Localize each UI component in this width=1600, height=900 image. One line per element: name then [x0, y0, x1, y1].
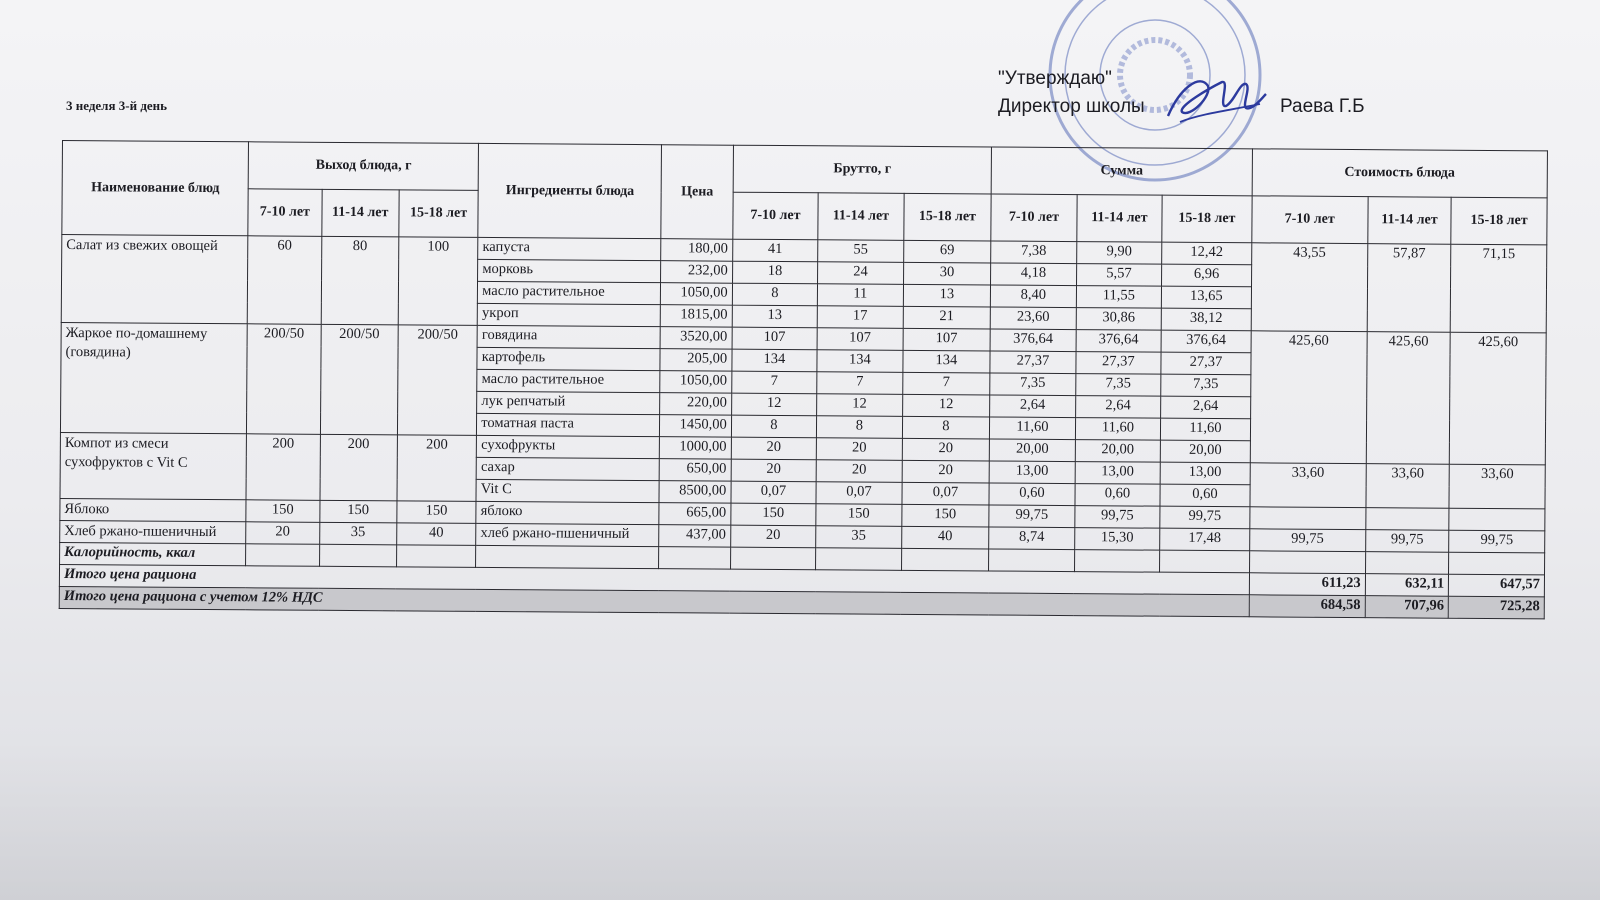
gross-value: 40	[901, 526, 989, 549]
gross-value: 20	[731, 437, 817, 460]
dish-output: 200	[397, 435, 477, 502]
ingredient-price: 1000,00	[660, 437, 731, 459]
sum-value: 20,00	[1160, 440, 1250, 463]
empty-cell	[730, 547, 816, 570]
dish-name: Яблоко	[60, 498, 246, 521]
approve-role: Директор школы	[998, 96, 1145, 117]
gross-value: 8	[817, 416, 903, 439]
gross-value: 134	[903, 350, 991, 373]
total-label: Итого цена рациона	[59, 564, 1249, 594]
gross-value: 13	[732, 305, 818, 328]
ingredient-price: 220,00	[660, 393, 731, 415]
sum-value: 4,18	[991, 263, 1077, 286]
col-ingredients: Ингредиенты блюда	[478, 143, 662, 238]
sum-value: 9,90	[1076, 242, 1162, 265]
gross-value: 20	[902, 438, 990, 461]
sum-value: 23,60	[990, 307, 1076, 330]
ingredient-name: говядина	[477, 325, 660, 348]
ingredient-name: Vit C	[476, 479, 659, 502]
sum-value: 7,35	[1161, 374, 1251, 397]
gross-value: 150	[731, 503, 817, 526]
age-header: 11-14 лет	[1368, 197, 1452, 245]
sum-value: 2,64	[990, 395, 1076, 418]
ingredient-name: яблоко	[476, 501, 659, 524]
gross-value: 41	[732, 239, 818, 262]
gross-value: 7	[817, 372, 903, 395]
dish-output: 40	[397, 523, 477, 546]
dish-name: Хлеб ржано-пшеничный	[60, 520, 246, 543]
gross-value: 20	[731, 459, 817, 482]
sum-value: 11,55	[1076, 286, 1162, 309]
dish-cost: 71,15	[1450, 244, 1546, 333]
dish-output: 100	[398, 237, 478, 326]
dish-cost: 33,60	[1366, 464, 1450, 509]
empty-cell	[1074, 550, 1160, 573]
sum-value: 38,12	[1161, 308, 1251, 331]
gross-value: 69	[903, 240, 991, 263]
empty-cell	[659, 547, 730, 569]
sum-value: 376,64	[1161, 330, 1251, 353]
menu-table	[59, 140, 1548, 619]
ingredient-name: томатная паста	[477, 413, 660, 436]
total-vat-value: 725,28	[1448, 596, 1544, 619]
age-header: 7-10 лет	[733, 192, 819, 240]
sum-value: 8,40	[991, 285, 1077, 308]
ingredient-name: масло растительное	[478, 281, 661, 304]
gross-value: 107	[903, 328, 991, 351]
ingredient-price: 3520,00	[661, 327, 732, 349]
ingredient-price: 665,00	[659, 503, 730, 525]
gross-value: 12	[731, 393, 817, 416]
gross-value: 0,07	[816, 482, 902, 505]
ingredient-price: 8500,00	[659, 481, 730, 503]
age-header: 7-10 лет	[1252, 196, 1368, 244]
gross-value: 12	[817, 394, 903, 417]
gross-value: 107	[732, 327, 818, 350]
empty-cell	[319, 544, 396, 567]
total-value: 611,23	[1249, 573, 1365, 596]
gross-value: 8	[732, 283, 818, 306]
total-value: 632,11	[1365, 574, 1449, 597]
empty-cell	[989, 549, 1075, 572]
ingredient-name: морковь	[478, 259, 661, 282]
gross-value: 30	[903, 262, 991, 285]
dish-output: 200/50	[247, 324, 321, 435]
ingredient-price: 650,00	[660, 459, 731, 481]
dish-cost: 43,55	[1251, 243, 1368, 332]
menu-table-wrapper	[59, 140, 1548, 619]
sum-value: 0,60	[989, 483, 1075, 506]
gross-value: 8	[731, 415, 817, 438]
paper-shadow	[0, 740, 1600, 900]
col-price: Цена	[661, 145, 733, 239]
sum-value: 2,64	[1161, 396, 1251, 419]
sum-value: 17,48	[1160, 528, 1250, 551]
ingredient-price: 1050,00	[661, 283, 732, 305]
sum-value: 8,74	[989, 527, 1075, 550]
director-signature	[1160, 68, 1270, 128]
dish-name: Компот из смеси сухофруктов с Vit C	[60, 432, 247, 499]
calories-label: Калорийность, ккал	[60, 542, 246, 565]
total-value: 647,57	[1449, 574, 1545, 597]
sum-value: 11,60	[990, 417, 1076, 440]
ingredient-name: сахар	[476, 457, 659, 480]
ingredient-price: 1050,00	[660, 371, 731, 393]
sum-value: 15,30	[1074, 528, 1160, 551]
age-header: 11-14 лет	[818, 193, 904, 241]
sum-value: 6,96	[1162, 264, 1252, 287]
sum-value: 27,37	[1076, 352, 1162, 375]
age-header: 15-18 лет	[1162, 195, 1252, 243]
age-header: 15-18 лет	[903, 193, 991, 241]
dish-cost	[1449, 508, 1545, 531]
col-cost: Стоимость блюда	[1252, 149, 1548, 198]
dish-cost: 33,60	[1449, 464, 1545, 509]
dish-output: 200	[320, 434, 398, 501]
dish-cost: 57,87	[1367, 244, 1451, 333]
dish-cost: 425,60	[1366, 332, 1450, 465]
gross-value: 8	[902, 416, 990, 439]
sum-value: 376,64	[990, 329, 1076, 352]
dish-cost: 99,75	[1449, 530, 1545, 553]
ingredient-price: 232,00	[661, 261, 732, 283]
ingredient-name: лук репчатый	[477, 391, 660, 414]
ingredient-price: 437,00	[659, 525, 730, 547]
empty-cell	[246, 544, 319, 567]
empty-cell	[1249, 551, 1365, 574]
sum-value: 11,60	[1161, 418, 1251, 441]
dish-output: 150	[397, 501, 477, 524]
gross-value: 11	[818, 284, 904, 307]
sum-value: 7,35	[1075, 374, 1161, 397]
dish-cost: 33,60	[1250, 463, 1366, 508]
gross-value: 21	[903, 306, 991, 329]
gross-value: 7	[731, 371, 817, 394]
gross-value: 107	[817, 328, 903, 351]
dish-cost: 99,75	[1249, 529, 1365, 552]
dish-cost: 425,60	[1250, 331, 1367, 464]
gross-value: 20	[730, 525, 816, 548]
sum-value: 5,57	[1076, 264, 1162, 287]
dish-cost: 425,60	[1449, 332, 1546, 465]
sum-value: 13,65	[1162, 286, 1252, 309]
dish-cost	[1366, 508, 1450, 531]
menu-table-body	[59, 235, 1547, 619]
gross-value: 20	[902, 460, 990, 483]
dish-output: 80	[321, 236, 399, 325]
dish-output: 60	[247, 236, 321, 325]
empty-cell	[816, 548, 902, 571]
total-vat-value: 684,58	[1249, 595, 1365, 618]
sum-value: 13,00	[989, 461, 1075, 484]
ingredient-name: картофель	[477, 347, 660, 370]
gross-value: 35	[816, 526, 902, 549]
gross-value: 0,07	[731, 481, 817, 504]
week-day-label: 3 неделя 3-й день	[66, 98, 168, 113]
dish-output: 35	[319, 522, 396, 545]
gross-value: 134	[732, 349, 818, 372]
ingredient-price: 1815,00	[661, 305, 732, 327]
ingredient-price: 205,00	[660, 349, 731, 371]
dish-name: Жаркое по-домашнему (говядина)	[60, 322, 247, 433]
empty-cell	[1365, 552, 1449, 575]
col-gross: Брутто, г	[733, 145, 992, 194]
sum-value: 20,00	[989, 439, 1075, 462]
dish-cost: 99,75	[1365, 530, 1449, 553]
age-header: 15-18 лет	[1451, 197, 1547, 245]
gross-value: 134	[817, 350, 903, 373]
ingredient-name: масло растительное	[477, 369, 660, 392]
dish-name: Салат из свежих овощей	[61, 235, 248, 324]
sum-value: 13,00	[1160, 462, 1250, 485]
col-output: Выход блюда, г	[248, 142, 478, 191]
age-header: 11-14 лет	[1076, 195, 1162, 243]
sum-value: 99,75	[1074, 506, 1160, 529]
dish-cost	[1250, 507, 1366, 530]
gross-value: 20	[816, 460, 902, 483]
dish-output: 200	[246, 434, 320, 501]
sum-value: 11,60	[1075, 418, 1161, 441]
ingredient-price: 1450,00	[660, 415, 731, 437]
sum-value: 30,86	[1076, 308, 1162, 331]
age-header: 7-10 лет	[991, 194, 1077, 242]
empty-cell	[476, 545, 659, 568]
gross-value: 7	[902, 372, 990, 395]
sum-value: 0,60	[1160, 484, 1250, 507]
ingredient-price: 180,00	[661, 239, 732, 261]
sum-value: 20,00	[1075, 440, 1161, 463]
sum-value: 27,37	[1161, 352, 1251, 375]
total-vat-value: 707,96	[1365, 596, 1449, 619]
gross-value: 13	[903, 284, 991, 307]
sum-value: 12,42	[1162, 242, 1252, 265]
gross-value: 12	[902, 394, 990, 417]
dish-output: 20	[246, 522, 319, 545]
sum-value: 13,00	[1075, 462, 1161, 485]
age-header: 15-18 лет	[399, 190, 479, 238]
empty-cell	[396, 545, 476, 568]
ingredient-name: сухофрукты	[477, 435, 660, 458]
gross-value: 55	[818, 240, 904, 263]
gross-value: 24	[818, 262, 904, 285]
age-header: 11-14 лет	[321, 189, 399, 237]
sum-value: 2,64	[1075, 396, 1161, 419]
age-header: 7-10 лет	[248, 189, 322, 237]
sum-value: 99,75	[1160, 506, 1250, 529]
dish-output: 200/50	[320, 324, 398, 435]
empty-cell	[1449, 552, 1545, 575]
sum-value: 27,37	[990, 351, 1076, 374]
gross-value: 150	[901, 504, 989, 527]
ingredient-name: хлеб ржано-пшеничный	[476, 523, 659, 546]
dish-output: 150	[319, 500, 396, 523]
dish-output: 200/50	[397, 325, 477, 436]
sum-value: 99,75	[989, 505, 1075, 528]
approve-name: Раева Г.Б	[1280, 96, 1365, 117]
sum-value: 376,64	[1076, 330, 1162, 353]
total-vat-label: Итого цена рациона с учетом 12% НДС	[59, 586, 1249, 616]
sum-value: 7,35	[990, 373, 1076, 396]
col-sum: Сумма	[991, 147, 1252, 196]
gross-value: 20	[816, 438, 902, 461]
empty-cell	[1160, 550, 1250, 573]
gross-value: 17	[817, 306, 903, 329]
sum-value: 7,38	[991, 241, 1077, 264]
approve-title: "Утверждаю"	[998, 68, 1112, 89]
gross-value: 18	[732, 261, 818, 284]
gross-value: 150	[816, 504, 902, 527]
ingredient-name: капуста	[478, 237, 661, 260]
sum-value: 0,60	[1075, 484, 1161, 507]
gross-value: 0,07	[902, 482, 990, 505]
empty-cell	[901, 548, 989, 571]
ingredient-name: укроп	[477, 303, 660, 326]
col-dish-name: Наименование блюд	[62, 141, 249, 236]
dish-output: 150	[246, 500, 319, 523]
